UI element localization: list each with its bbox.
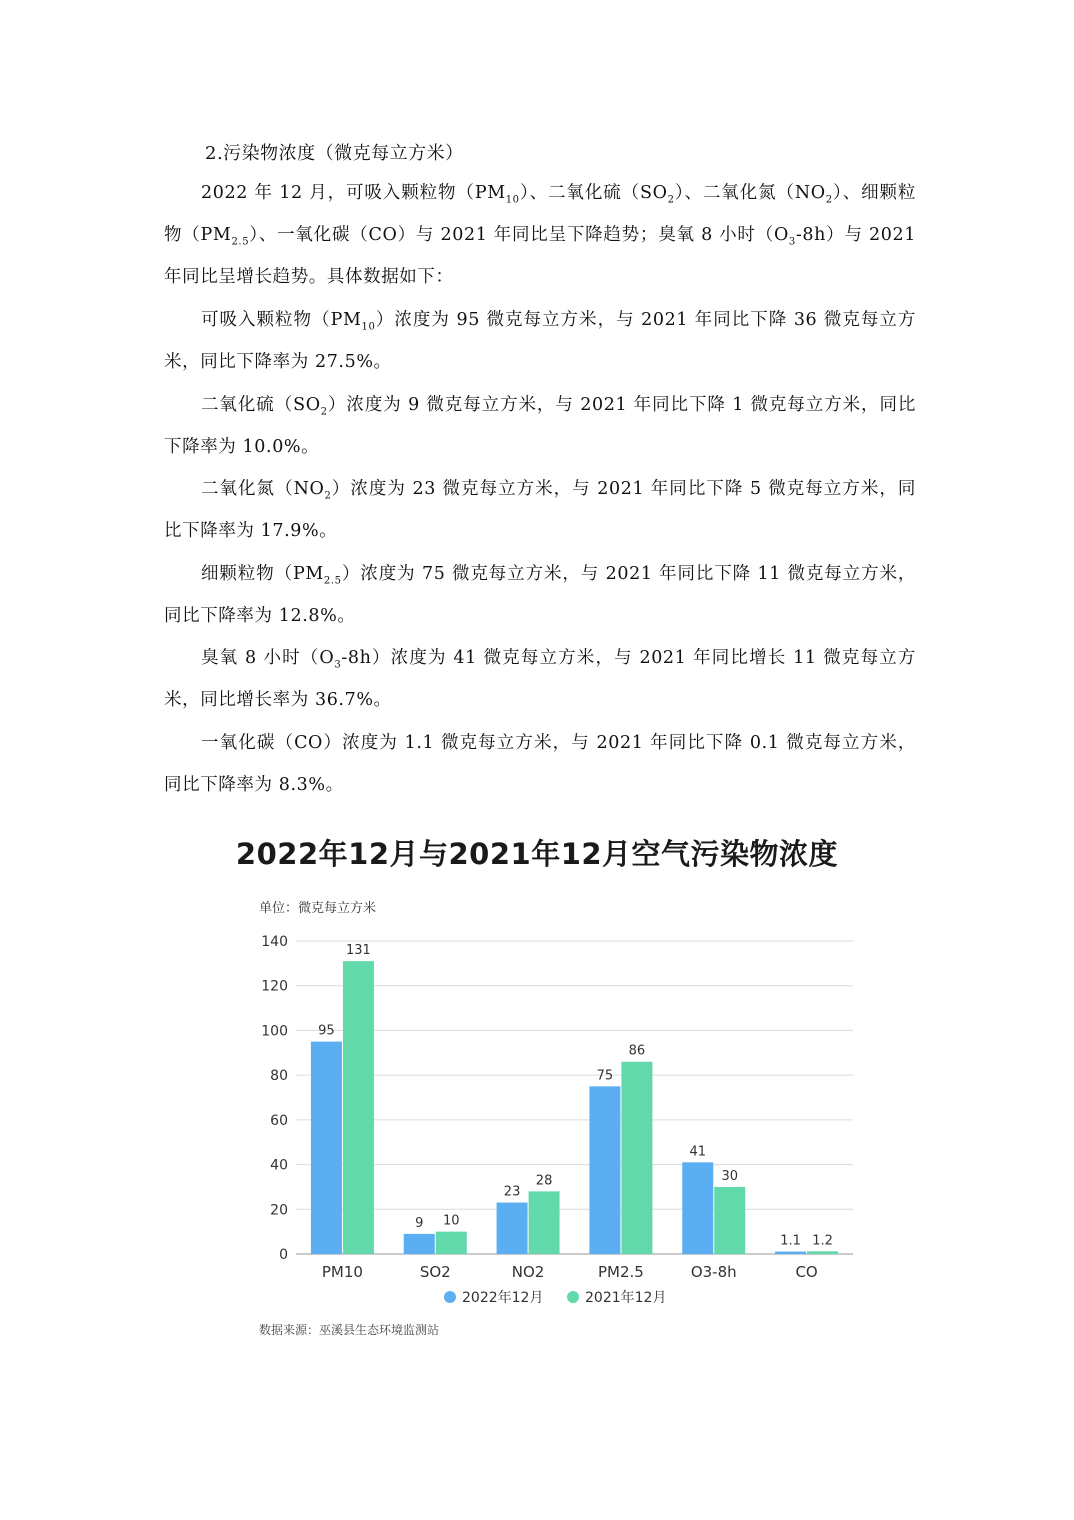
y-tick-label: 20	[270, 1202, 288, 1219]
bar	[714, 1187, 745, 1254]
section-heading: 2.污染物浓度（微克每立方米）	[205, 143, 464, 164]
y-tick-label: 140	[261, 934, 288, 950]
data-label: 9	[415, 1215, 424, 1231]
x-tick-label: O3-8h	[690, 1263, 737, 1281]
y-tick-label: 60	[270, 1112, 288, 1129]
data-label: 23	[503, 1184, 521, 1200]
y-tick-label: 40	[270, 1157, 288, 1174]
data-label: 10	[442, 1213, 460, 1229]
legend-marker	[444, 1291, 456, 1303]
bar	[775, 1252, 806, 1254]
intro-paragraph: 2022 年 12 月，可吸入颗粒物$(PM_{10})$、二氧化硫$(SO_2)$、二氧化氮$(NO_2)$、细颗粒物$(PM_{2.5})$、一氧化碳（CO）与 2021 年同比呈下降趋势；臭氧 8 小时$(O_3-8h)$与 2021 年同比呈增长趋势。具体数据如下：	[164, 183, 916, 287]
x-tick-label: PM2.5	[597, 1263, 644, 1281]
data-label: 28	[535, 1173, 553, 1189]
pm25-paragraph: 细颗粒物$(PM_{2.5})$浓度为 75 微克每立方米，与 2021 年同比下降 11 微克每立方米，同比下降率为 12.8%。	[164, 564, 916, 626]
data-label: 95	[318, 1023, 335, 1039]
y-tick-label: 100	[261, 1023, 288, 1040]
data-label: 1.2	[812, 1233, 833, 1249]
y-tick-label: 80	[270, 1068, 288, 1085]
data-label: 41	[689, 1144, 707, 1160]
y-tick-label: 120	[261, 978, 288, 995]
pm10-paragraph: 可吸入颗粒物$(PM_{10})$浓度为 95 微克每立方米，与 2021 年同比下降 36 微克每立方米，同比下降率为 27.5%。	[164, 310, 917, 372]
data-label: 1.1	[780, 1233, 801, 1249]
x-tick-label: PM10	[321, 1263, 363, 1281]
bar	[497, 1203, 528, 1254]
bar	[436, 1232, 467, 1254]
bar	[404, 1234, 435, 1254]
bar	[589, 1086, 620, 1254]
bar	[343, 961, 374, 1254]
bar	[529, 1191, 560, 1254]
legend-marker	[567, 1291, 579, 1303]
o3-paragraph: 臭氧 8 小时$(O_3-8h)$浓度为 41 微克每立方米，与 2021 年同比增长 11 微克每立方米，同比增长率为 36.7%。	[164, 648, 916, 710]
so2-paragraph: 二氧化硫$(SO_2)$浓度为 9 微克每立方米，与 2021 年同比下降 1 微克每立方米，同比下降率为 10.0%。	[164, 395, 916, 457]
chart-source-label: 数据来源：巫溪县生态环境监测站	[259, 1323, 440, 1337]
y-tick-label: 0	[279, 1247, 288, 1263]
data-label: 86	[628, 1043, 646, 1059]
co-paragraph: 一氧化碳（CO）浓度为 1.1 微克每立方米，与 2021 年同比下降 0.1 微克每立方米，同比下降率为 8.3%。	[164, 733, 916, 795]
legend-label: 2021年12月	[585, 1290, 667, 1306]
no2-paragraph: 二氧化氮$(NO_2)$浓度为 23 微克每立方米，与 2021 年同比下降 5 微克每立方米，同比下降率为 17.9%。	[164, 479, 916, 541]
x-tick-label: SO2	[419, 1263, 451, 1281]
x-tick-label: NO2	[511, 1263, 545, 1281]
bar	[807, 1251, 838, 1254]
x-tick-label: CO	[795, 1263, 818, 1281]
legend-label: 2022年12月	[462, 1290, 544, 1306]
chart-title: 2022年12月与2021年12月空气污染物浓度	[235, 837, 839, 871]
bar	[682, 1162, 713, 1254]
chart-unit-label: 单位：微克每立方米	[259, 901, 377, 916]
data-label: 30	[721, 1168, 739, 1184]
bar	[621, 1062, 652, 1254]
data-label: 131	[346, 943, 371, 959]
bar	[311, 1042, 342, 1254]
data-label: 75	[596, 1068, 614, 1084]
